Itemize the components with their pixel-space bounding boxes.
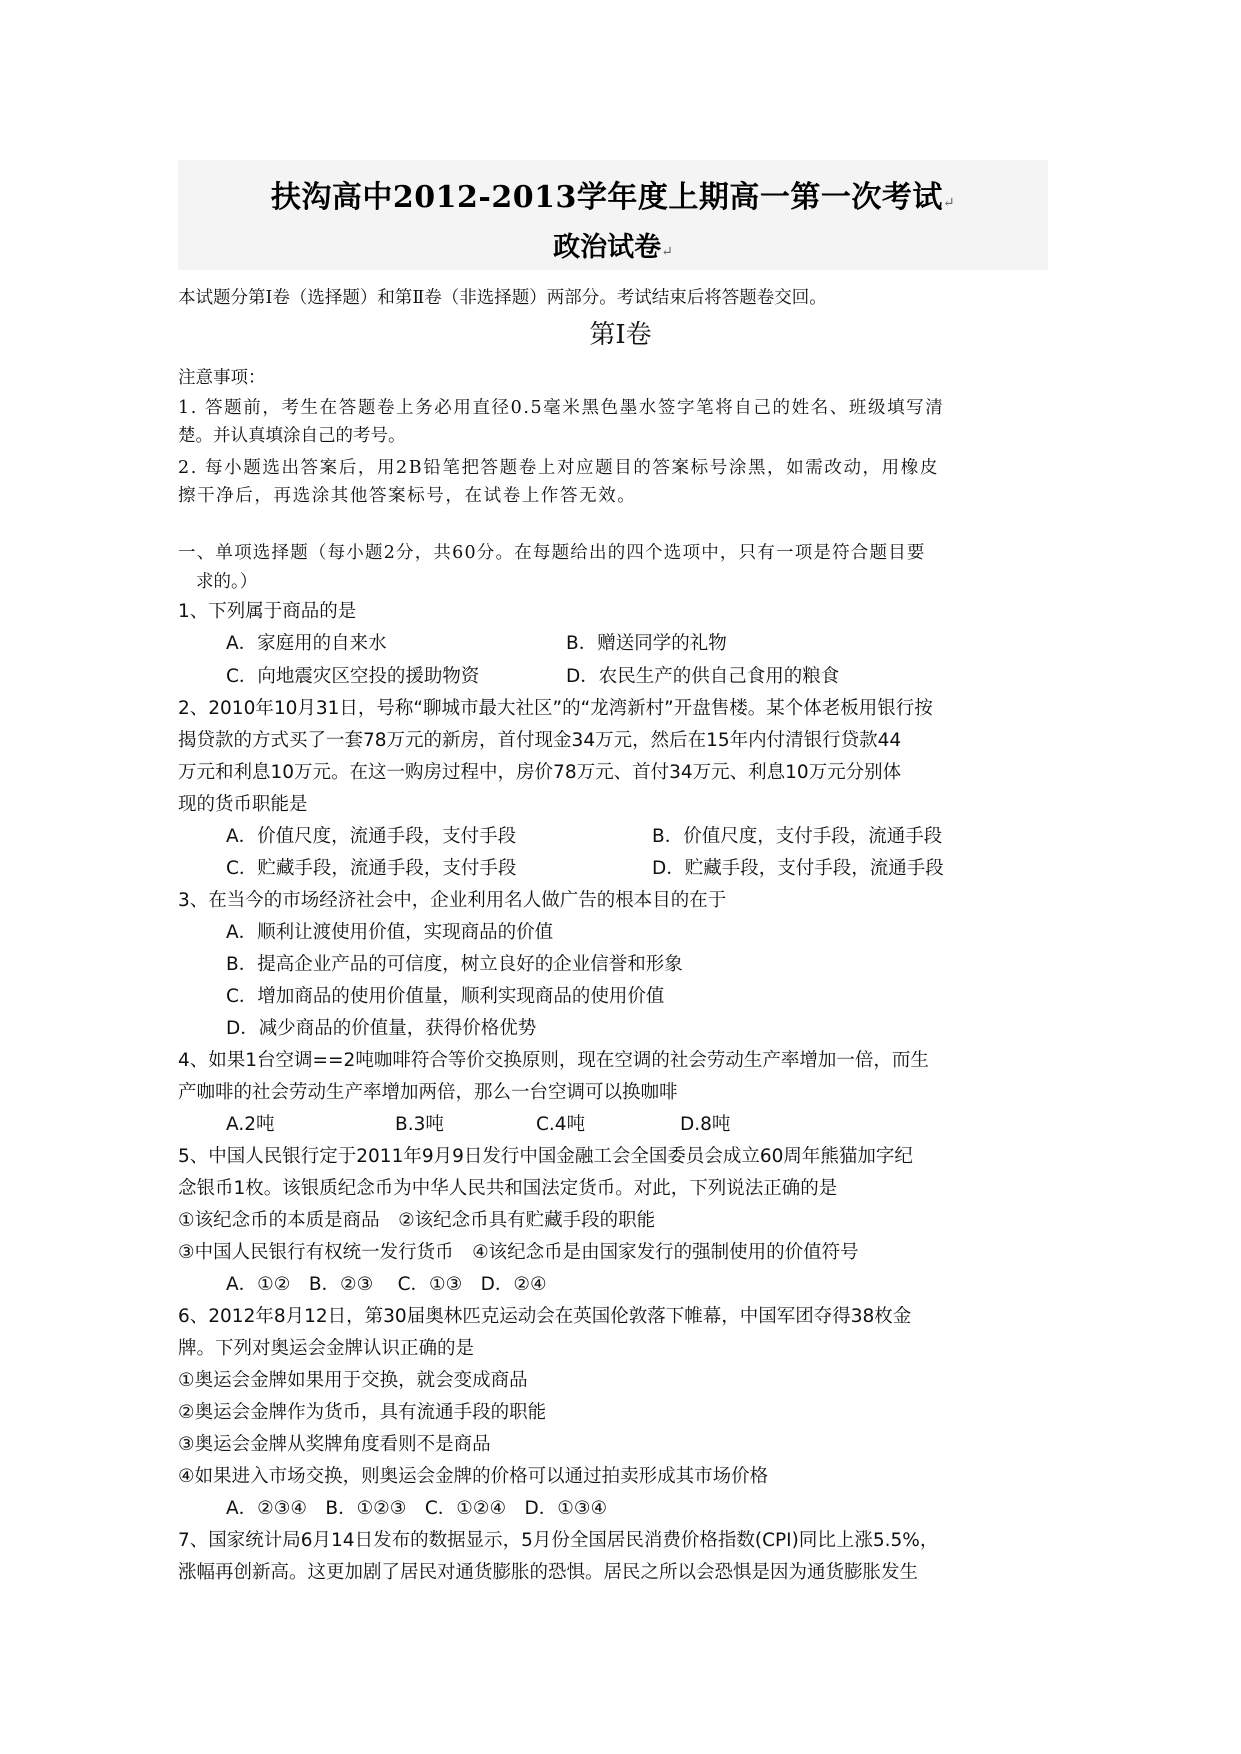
question-stem: 4、如果1台空调==2吨咖啡符合等价交换原则，现在空调的社会劳动生产率增加一倍，而生 [178, 1050, 929, 1071]
option-c: C．增加商品的使用价值量，顺利实现商品的使用价值 [226, 986, 665, 1007]
notice-line: 楚。并认真填涂自己的考号。 [178, 426, 406, 446]
notice-heading: 注意事项： [178, 368, 266, 388]
statement-line: ①该纪念币的本质是商品 ②该纪念币具有贮藏手段的职能 [178, 1210, 656, 1231]
question-stem: 5、中国人民银行定于2011年9月9日发行中国金融工会全国委员会成立60周年熊猫加字纪 [178, 1146, 913, 1167]
notice-line: 1. 答题前，考生在答题卷上务必用直径0.5毫米黑色墨水签字笔将自己的姓名、班级填写清 [178, 398, 945, 418]
option-c: C．向地震灾区空投的援助物资 [226, 666, 480, 687]
exam-subtitle: 政治试卷↵ [553, 232, 673, 263]
option-a: A．价值尺度，流通手段，支付手段 [226, 826, 517, 847]
notice-line: 擦干净后，再选涂其他答案标号，在试卷上作答无效。 [178, 486, 637, 506]
option-line: A．①② B．②③ C．①③ D．②④ [226, 1274, 547, 1295]
option-b: B.3吨 [395, 1114, 444, 1135]
option-a: A.2吨 [226, 1114, 275, 1135]
statement-line: ③奥运会金牌从奖牌角度看则不是商品 [178, 1434, 491, 1455]
notice-line: 2. 每小题选出答案后，用2B铅笔把答题卷上对应题目的答案标号涂黑，如需改动，用橡皮 [178, 458, 939, 478]
section-heading-cont: 求的。） [196, 572, 258, 592]
option-d: D．贮藏手段，支付手段，流通手段 [652, 858, 944, 879]
question-stem: 3、在当今的市场经济社会中，企业利用名人做广告的根本目的在于 [178, 890, 727, 911]
question-stem: 涨幅再创新高。这更加剧了居民对通货膨胀的恐惧。居民之所以会恐惧是因为通货膨胀发生 [178, 1562, 919, 1583]
question-stem: 2、2010年10月31日，号称“聊城市最大社区”的“龙湾新村”开盘售楼。某个体老板用银行按 [178, 698, 933, 719]
intro-text: 本试题分第Ⅰ卷（选择题）和第Ⅱ卷（非选择题）两部分。考试结束后将答题卷交回。 [178, 288, 827, 308]
option-b: B．价值尺度，支付手段，流通手段 [652, 826, 943, 847]
question-stem: 揭贷款的方式买了一套78万元的新房，首付现金34万元，然后在15年内付清银行贷款44 [178, 730, 902, 751]
option-a: A．顺利让渡使用价值，实现商品的价值 [226, 922, 554, 943]
option-d: D.8吨 [680, 1114, 731, 1135]
question-stem: 7、国家统计局6月14日发布的数据显示，5月份全国居民消费价格指数(CPI)同比上涨5.5%， [178, 1530, 939, 1551]
option-c: C．贮藏手段，流通手段，支付手段 [226, 858, 517, 879]
statement-line: ③中国人民银行有权统一发行货币 ④该纪念币是由国家发行的强制使用的价值符号 [178, 1242, 859, 1263]
statement-line: ④如果进入市场交换，则奥运会金牌的价格可以通过拍卖形成其市场价格 [178, 1466, 769, 1487]
option-b: B．提高企业产品的可信度，树立良好的企业信誉和形象 [226, 954, 683, 975]
question-stem: 1、下列属于商品的是 [178, 601, 357, 622]
question-stem: 念银币1枚。该银质纪念币为中华人民共和国法定货币。对此，下列说法正确的是 [178, 1178, 838, 1199]
question-stem: 现的货币职能是 [178, 794, 308, 815]
option-line: A．②③④ B．①②③ C．①②④ D．①③④ [226, 1498, 608, 1519]
statement-line: ①奥运会金牌如果用于交换，就会变成商品 [178, 1370, 528, 1391]
question-stem: 万元和利息10万元。在这一购房过程中，房价78万元、首付34万元、利息10万元分别体 [178, 762, 902, 783]
option-b: B．赠送同学的礼物 [566, 633, 727, 654]
exam-title: 扶沟高中2012-2013学年度上期高一第一次考试↵ [270, 180, 956, 215]
question-stem: 牌。下列对奥运会金牌认识正确的是 [178, 1338, 475, 1359]
question-stem: 产咖啡的社会劳动生产率增加两倍，那么一台空调可以换咖啡 [178, 1082, 678, 1103]
option-d: D．减少商品的价值量，获得价格优势 [226, 1018, 537, 1039]
question-stem: 6、2012年8月12日，第30届奥林匹克运动会在英国伦敦落下帷幕，中国军团夺得38枚金 [178, 1306, 912, 1327]
statement-line: ②奥运会金牌作为货币，具有流通手段的职能 [178, 1402, 547, 1423]
option-d: D．农民生产的供自己食用的粮食 [566, 666, 840, 687]
option-a: A．家庭用的自来水 [226, 633, 387, 654]
volume-heading: 第Ⅰ卷 [589, 320, 652, 350]
section-heading: 一、单项选择题（每小题2分，共60分。在每题给出的四个选项中，只有一项是符合题目要 [178, 543, 926, 563]
option-c: C.4吨 [536, 1114, 586, 1135]
